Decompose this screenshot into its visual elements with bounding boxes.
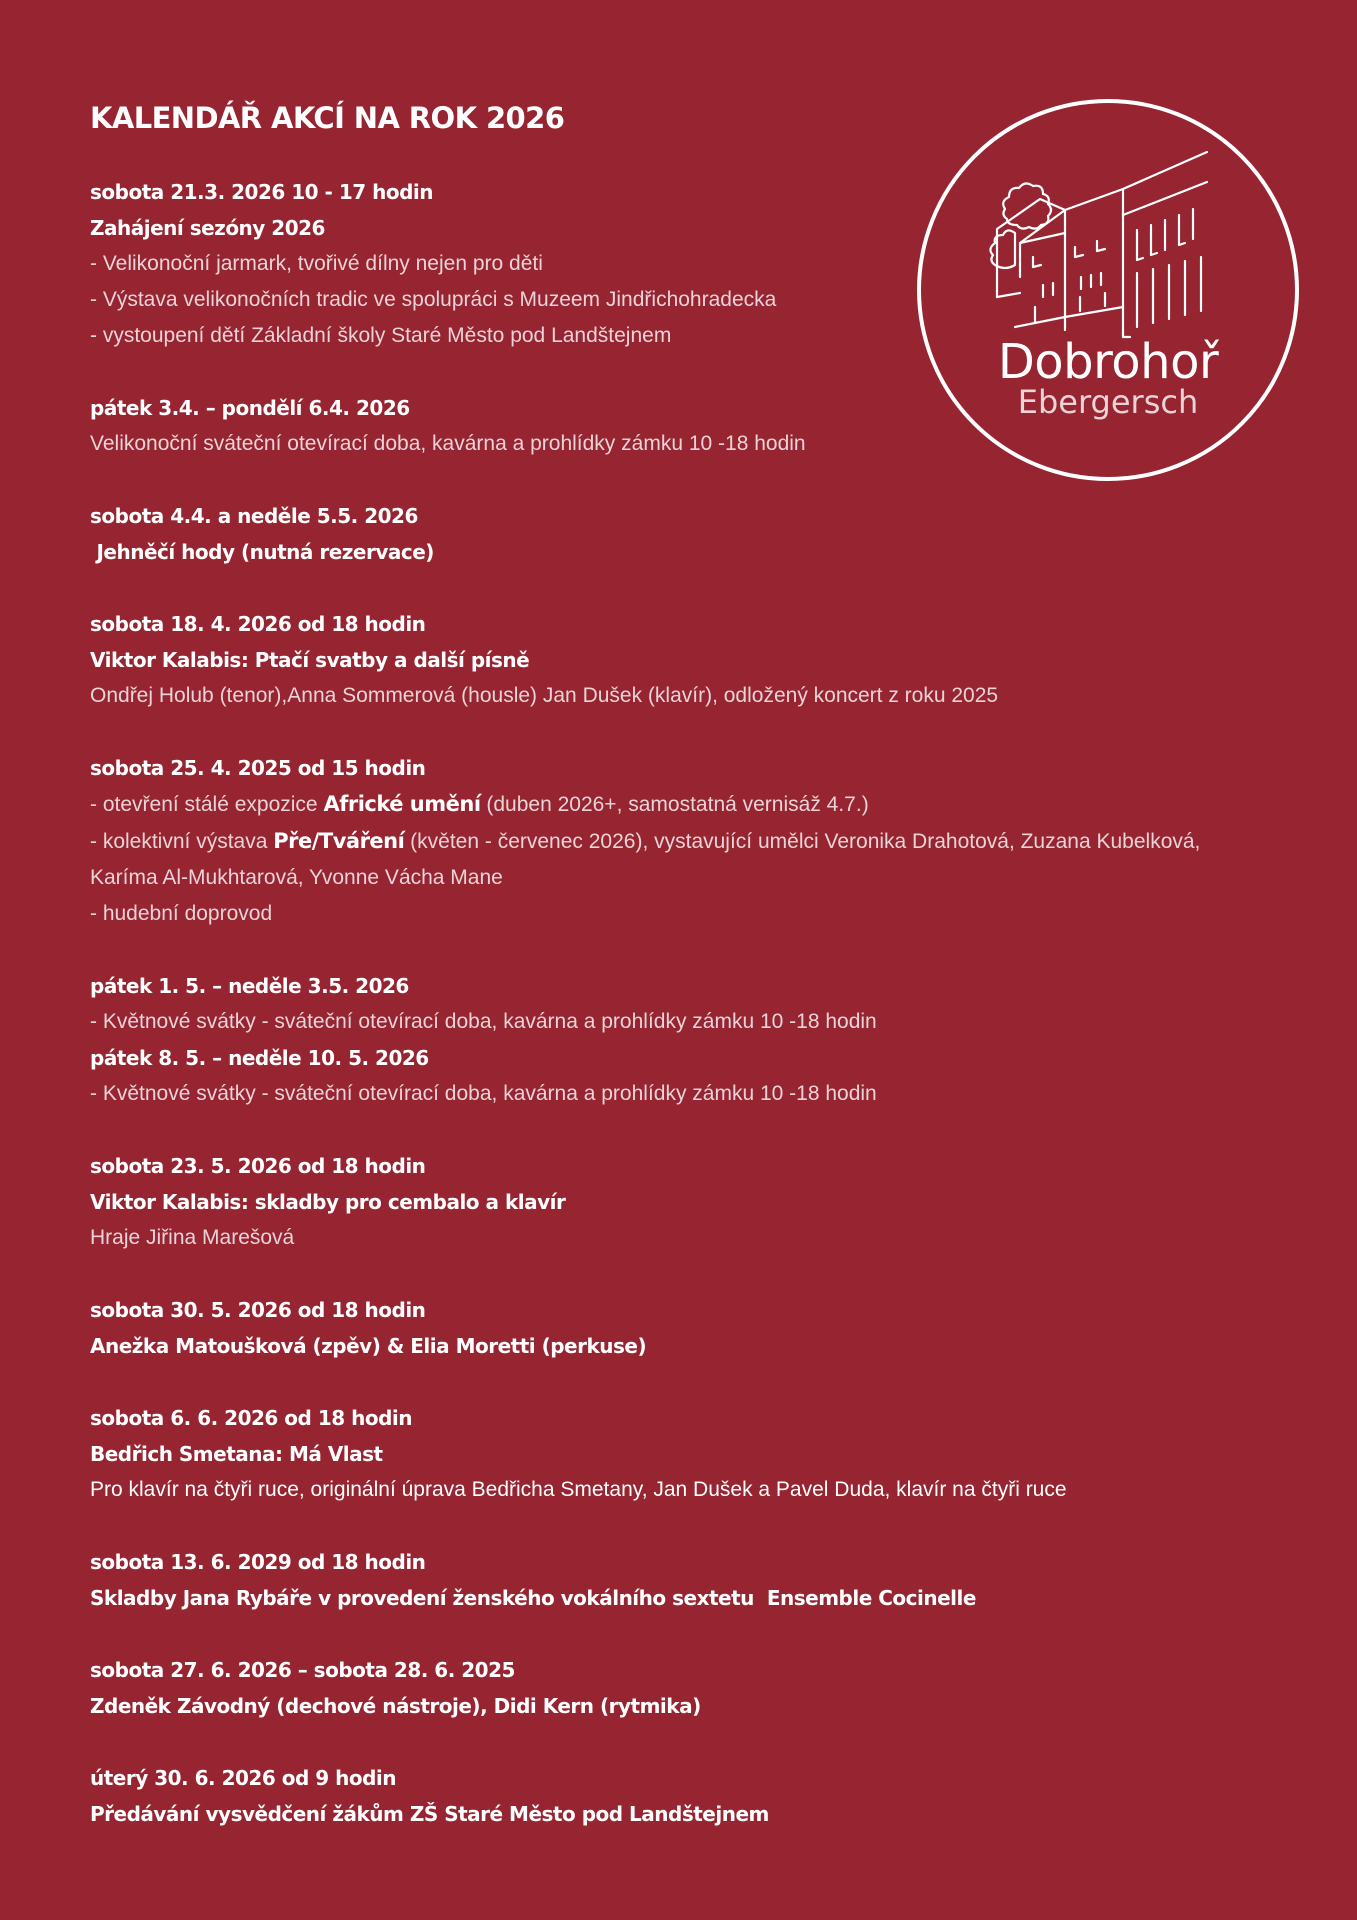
logo-name: Dobrohoř	[997, 334, 1219, 390]
event-date: sobota 13. 6. 2029 od 18 hodin	[90, 1550, 426, 1574]
event-date: sobota 4.4. a neděle 5.5. 2026	[90, 504, 418, 528]
event-date: sobota 23. 5. 2026 od 18 hodin	[90, 1154, 426, 1178]
event-name: Zdeněk Závodný (dechové nástroje), Didi Kern (rytmika)	[90, 1694, 701, 1718]
event-date: sobota 6. 6. 2026 od 18 hodin	[90, 1406, 413, 1430]
event-detail	[90, 786, 1270, 823]
dobrohor-logo	[915, 97, 1301, 483]
event-detail-text: (duben 2026+, samostatná vernisáž 4.7.)	[480, 793, 869, 816]
event-item	[90, 606, 1270, 714]
event-date: sobota 21.3. 2026 10 - 17 hodin	[90, 180, 433, 204]
event-item	[90, 1292, 1270, 1364]
event-detail: - Výstava velikonočních tradic ve spolupráci s Muzeem Jindřichohradecka	[90, 288, 777, 311]
event-detail: - Květnové svátky - sváteční otevírací doba, kavárna a prohlídky zámku 10 -18 hodin	[90, 1010, 877, 1033]
castle-logo-icon	[915, 97, 1301, 483]
event-name: Viktor Kalabis: skladby pro cembalo a klavír	[90, 1190, 566, 1214]
event-detail-highlight: Africké umění	[323, 792, 481, 816]
event-date: pátek 1. 5. – neděle 3.5. 2026	[90, 974, 409, 998]
event-detail: Pro klavír na čtyři ruce, originální úprava Bedřicha Smetany, Jan Dušek a Pavel Duda, klavír na čtyři ruce	[90, 1478, 1067, 1501]
event-detail: - Květnové svátky - sváteční otevírací doba, kavárna a prohlídky zámku 10 -18 hodin	[90, 1082, 877, 1105]
event-name: Skladby Jana Rybáře v provedení ženského vokálního sextetu Ensemble Cocinelle	[90, 1586, 976, 1610]
event-detail: Velikonoční sváteční otevírací doba, kavárna a prohlídky zámku 10 -18 hodin	[90, 432, 806, 455]
event-date: pátek 8. 5. – neděle 10. 5. 2026	[90, 1046, 429, 1070]
event-name: Viktor Kalabis: Ptačí svatby a další písně	[90, 648, 530, 672]
event-date: sobota 30. 5. 2026 od 18 hodin	[90, 1298, 426, 1322]
page-title: KALENDÁŘ AKCÍ NA ROK 2026	[90, 101, 565, 135]
event-item	[90, 1652, 1270, 1724]
event-name: Bedřich Smetana: Má Vlast	[90, 1442, 383, 1466]
event-name: Anežka Matoušková (zpěv) & Elia Moretti (perkuse)	[90, 1334, 647, 1358]
event-date: sobota 25. 4. 2025 od 15 hodin	[90, 756, 426, 780]
event-name: Předávání vysvědčení žákům ZŠ Staré Město pod Landštejnem	[90, 1802, 769, 1826]
event-name: Zahájení sezóny 2026	[90, 216, 325, 240]
event-detail: Hraje Jiřina Marešová	[90, 1226, 295, 1249]
event-item	[90, 1040, 1270, 1112]
event-detail: - vystoupení dětí Základní školy Staré Město pod Landštejnem	[90, 324, 672, 347]
event-item	[90, 1760, 1270, 1832]
event-date: úterý 30. 6. 2026 od 9 hodin	[90, 1766, 397, 1790]
event-detail: Ondřej Holub (tenor),Anna Sommerová (housle) Jan Dušek (klavír), odložený koncert z roku 2025	[90, 684, 999, 707]
event-detail-highlight: Pře/Tváření	[273, 829, 405, 853]
event-name: Jehněčí hody (nutná rezervace)	[90, 540, 434, 564]
event-item	[90, 498, 1270, 570]
event-date: sobota 27. 6. 2026 – sobota 28. 6. 2025	[90, 1658, 515, 1682]
event-detail: - hudební doprovod	[90, 902, 273, 925]
event-item	[90, 1400, 1270, 1508]
event-date: pátek 3.4. – pondělí 6.4. 2026	[90, 396, 410, 420]
event-item	[90, 750, 1270, 932]
event-item	[90, 1544, 1270, 1616]
logo-subname: Ebergersch	[1017, 383, 1199, 421]
event-item	[90, 1148, 1270, 1256]
event-detail	[90, 823, 1240, 896]
event-detail-text: - otevření stálé expozice	[90, 793, 324, 816]
event-detail: - Velikonoční jarmark, tvořivé dílny nejen pro děti	[90, 252, 543, 275]
event-item	[90, 968, 1270, 1040]
event-detail-text: - kolektivní výstava	[90, 830, 274, 853]
event-detail-text: (květen - červenec 2026), vystavující umělci Veronika Drahotová, Zuzana Kubelková, Karíma Al-Mukhtarová, Yvonne Vácha Mane	[90, 830, 1201, 889]
event-date: sobota 18. 4. 2026 od 18 hodin	[90, 612, 426, 636]
